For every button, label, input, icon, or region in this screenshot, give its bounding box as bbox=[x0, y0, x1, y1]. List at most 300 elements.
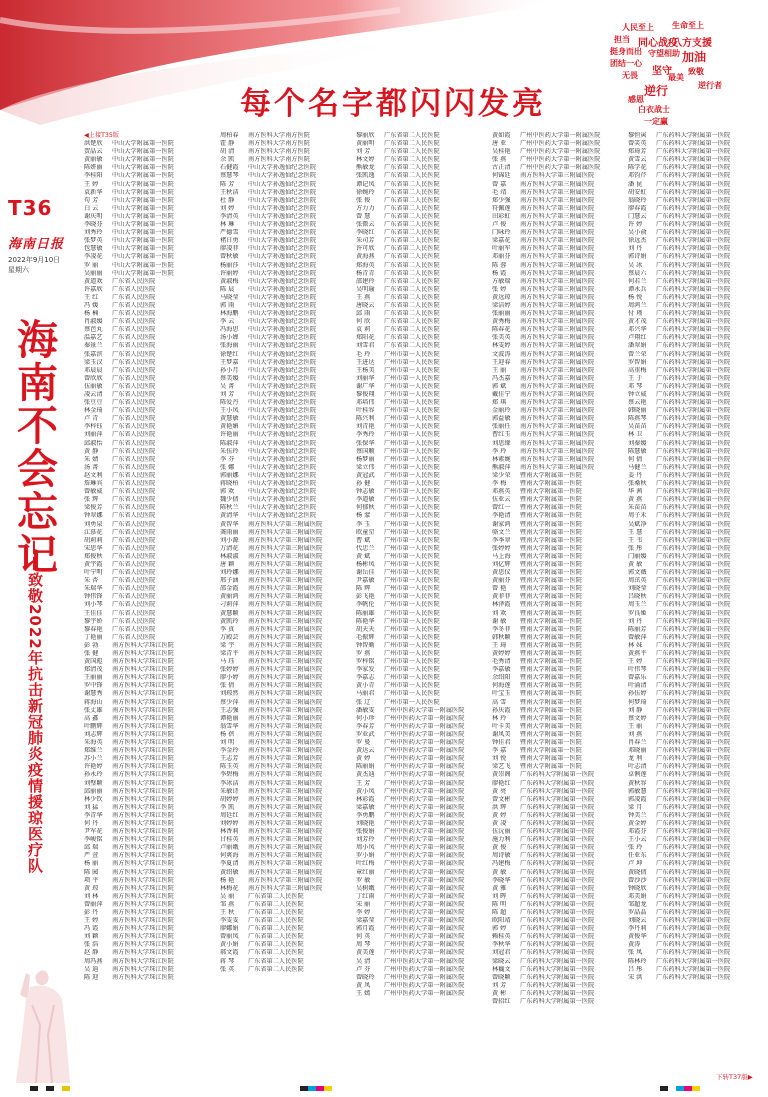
list-item bbox=[356, 529, 492, 537]
list-item bbox=[356, 974, 492, 982]
member-hospital: 南方医科大学珠江医院 bbox=[112, 949, 174, 957]
member-hospital: 广东药科大学附属第一医院 bbox=[656, 318, 731, 326]
list-item bbox=[220, 715, 356, 723]
member-hospital: 南方医科大学珠江医院 bbox=[112, 884, 174, 892]
member-name: 李凌花 bbox=[84, 253, 103, 261]
member-hospital: 中山大学孙逸仙纪念医院 bbox=[248, 310, 317, 318]
member-name: 邓晨晨 bbox=[84, 366, 103, 374]
list-item bbox=[628, 537, 764, 545]
member-hospital: 广东药科大学附属第一医院 bbox=[520, 803, 595, 811]
name-column bbox=[356, 132, 492, 998]
member-hospital: 中山大学孙逸仙纪念医院 bbox=[248, 342, 317, 350]
member-name: 邓霞芬 bbox=[628, 828, 647, 836]
member-name: 门慧云 bbox=[628, 212, 647, 220]
list-item bbox=[356, 585, 492, 593]
member-hospital: 广东省人民医院 bbox=[112, 285, 156, 293]
member-name: 黄道欢 bbox=[84, 277, 103, 285]
member-name: 钟翠娜 bbox=[84, 512, 103, 520]
member-name: 黄小青 bbox=[356, 682, 375, 690]
list-item bbox=[356, 189, 492, 197]
list-item bbox=[356, 221, 492, 229]
member-name: 方敏瑞 bbox=[492, 277, 511, 285]
list-item bbox=[492, 512, 628, 520]
member-name: 刘 丹 bbox=[628, 245, 643, 253]
cloud-word: 白衣战士 bbox=[638, 105, 670, 114]
list-item bbox=[492, 359, 628, 367]
list-item bbox=[492, 990, 628, 998]
member-hospital: 广东药科大学附属第一医院 bbox=[656, 520, 731, 528]
member-hospital: 广东药科大学附属第一医院 bbox=[520, 949, 595, 957]
member-hospital: 广东药科大学附属第一医院 bbox=[656, 868, 731, 876]
member-name: 汤小婵 bbox=[220, 334, 239, 342]
list-item bbox=[220, 448, 356, 456]
member-name: 詹琳宾 bbox=[84, 480, 103, 488]
list-item bbox=[492, 780, 628, 788]
member-hospital: 广东省人民医院 bbox=[112, 585, 156, 593]
member-hospital: 广州中医药大学第一附属医院 bbox=[384, 706, 465, 714]
member-hospital: 暨南大学附属第一医院 bbox=[520, 739, 582, 747]
member-name: 黄 俊 bbox=[492, 844, 507, 852]
member-name: 冯 霞 bbox=[84, 925, 99, 933]
list-item bbox=[628, 302, 764, 310]
member-hospital: 中山大学附属第一医院 bbox=[112, 237, 174, 245]
member-name: 孙 健 bbox=[356, 480, 371, 488]
list-item bbox=[220, 601, 356, 609]
member-hospital: 南方医科大学第三附属医院 bbox=[248, 803, 323, 811]
member-name: 曾敏威 bbox=[84, 488, 103, 496]
cloud-word: 同心战疫 bbox=[638, 38, 678, 49]
member-name: 李季翠 bbox=[492, 536, 511, 544]
list-item bbox=[492, 181, 628, 189]
list-item bbox=[356, 318, 492, 326]
list-item bbox=[356, 577, 492, 585]
member-name: 王 琦 bbox=[492, 641, 507, 649]
member-hospital: 中山大学附属第一医院 bbox=[112, 164, 174, 172]
member-name: 卢 芬 bbox=[356, 965, 371, 973]
member-name: 罗小娟 bbox=[356, 852, 375, 860]
list-item bbox=[492, 796, 628, 804]
member-name: 吕晓秋 bbox=[628, 593, 647, 601]
member-name: 李 婷 bbox=[356, 909, 371, 916]
list-item bbox=[492, 682, 628, 690]
member-hospital: 广东省人民医院 bbox=[112, 407, 156, 415]
member-hospital: 广东省第二人民医院 bbox=[384, 293, 440, 301]
list-item bbox=[492, 852, 628, 860]
member-hospital: 广东药科大学附属第一医院 bbox=[656, 585, 731, 593]
member-hospital: 广东省第二人民医院 bbox=[248, 933, 304, 941]
member-hospital: 广东药科大学附属第一医院 bbox=[656, 148, 731, 156]
member-hospital: 南方医科大学第三附属医院 bbox=[248, 706, 323, 714]
member-name: 张微云 bbox=[356, 221, 375, 229]
member-hospital: 广东省第二人民医院 bbox=[384, 326, 440, 334]
list-item bbox=[356, 156, 492, 164]
member-name: 郭凌霞 bbox=[628, 795, 647, 803]
list-item bbox=[220, 618, 356, 626]
list-item bbox=[84, 731, 220, 739]
member-name: 张 燕 bbox=[492, 156, 507, 164]
member-hospital: 广东药科大学附属第一医院 bbox=[656, 787, 731, 795]
member-name: 曾沙沙 bbox=[628, 876, 647, 884]
list-item bbox=[492, 925, 628, 933]
member-name: 黄 婷 bbox=[492, 811, 507, 819]
member-name: 刘 颖 bbox=[84, 933, 99, 941]
member-hospital: 南方医科大学第三附属医院 bbox=[248, 844, 323, 852]
list-item bbox=[492, 723, 628, 731]
list-item bbox=[628, 294, 764, 302]
member-name: 欧童星 bbox=[356, 528, 375, 536]
list-item bbox=[84, 286, 220, 294]
member-name: 赵 静 bbox=[84, 949, 99, 957]
member-hospital: 广东药科大学附属第一医院 bbox=[656, 269, 731, 277]
member-name: 周玉兰 bbox=[628, 601, 647, 609]
member-hospital: 广东药科大学附属第一医院 bbox=[656, 237, 731, 245]
member-hospital: 广东药科大学附属第一医院 bbox=[656, 196, 731, 204]
list-item bbox=[628, 529, 764, 537]
member-hospital: 南方医科大学第三附属医院 bbox=[520, 350, 595, 358]
list-item bbox=[628, 885, 764, 893]
list-item bbox=[492, 172, 628, 180]
list-item bbox=[220, 610, 356, 618]
list-item bbox=[356, 512, 492, 520]
member-hospital: 南方医科大学珠江医院 bbox=[112, 844, 174, 852]
list-item bbox=[628, 593, 764, 601]
list-item bbox=[628, 351, 764, 359]
member-hospital: 中山大学孙逸仙纪念医院 bbox=[248, 455, 317, 463]
list-item bbox=[220, 537, 356, 545]
member-hospital: 广东药科大学附属第一医院 bbox=[656, 763, 731, 771]
member-name: 叶志清 bbox=[628, 763, 647, 771]
member-hospital: 南方医科大学第三附属医院 bbox=[520, 301, 595, 309]
list-item bbox=[356, 723, 492, 731]
member-hospital: 广东药科大学附属第一医院 bbox=[656, 876, 731, 884]
member-name: 李 芬 bbox=[220, 455, 235, 463]
list-item bbox=[220, 334, 356, 342]
member-name: 李夏清 bbox=[220, 860, 239, 868]
list-item bbox=[356, 245, 492, 253]
member-name: 罗中锋 bbox=[84, 682, 103, 690]
member-hospital: 广东省第二人民医院 bbox=[384, 261, 440, 269]
member-hospital: 南方医科大学珠江医院 bbox=[112, 706, 174, 714]
member-hospital: 暨南大学附属第一医院 bbox=[520, 650, 582, 657]
list-item bbox=[356, 966, 492, 974]
list-item bbox=[84, 197, 220, 205]
list-item bbox=[84, 156, 220, 164]
list-item bbox=[628, 375, 764, 383]
list-item bbox=[628, 796, 764, 804]
list-item bbox=[84, 739, 220, 747]
member-hospital: 广东省第二人民医院 bbox=[384, 204, 440, 212]
member-hospital: 南方医科大学第三附属医院 bbox=[248, 722, 323, 730]
member-name: 吴 丽 bbox=[220, 892, 235, 900]
member-name: 李帆伦 bbox=[356, 601, 375, 609]
member-name: 朱苗苗 bbox=[628, 504, 647, 512]
list-item bbox=[84, 610, 220, 618]
member-hospital: 广东省第二人民医院 bbox=[384, 334, 440, 342]
member-hospital: 广东药科大学附属第一医院 bbox=[520, 795, 595, 803]
member-hospital: 广州中医药大学第一附属医院 bbox=[384, 957, 465, 965]
list-item bbox=[492, 601, 628, 609]
member-name: 郭月霞 bbox=[356, 925, 375, 933]
member-hospital: 广州中医药大学第一附属医院 bbox=[384, 722, 465, 730]
list-item bbox=[628, 666, 764, 674]
member-hospital: 广东药科大学附属第一医院 bbox=[656, 747, 731, 755]
member-hospital: 广东省第二人民医院 bbox=[248, 925, 304, 933]
list-item bbox=[356, 440, 492, 448]
member-hospital: 广州中医药大学第一附属医院 bbox=[384, 868, 465, 876]
list-item bbox=[628, 521, 764, 529]
member-hospital: 广东省人民医院 bbox=[112, 293, 156, 301]
list-item bbox=[84, 391, 220, 399]
member-hospital: 南方医科大学第三附属医院 bbox=[248, 690, 323, 698]
member-name: 罗良姬 bbox=[628, 609, 647, 617]
list-item bbox=[356, 893, 492, 901]
list-item bbox=[492, 747, 628, 755]
member-hospital: 南方医科大学珠江医院 bbox=[112, 828, 174, 836]
list-item bbox=[356, 431, 492, 439]
list-item bbox=[220, 302, 356, 310]
list-item bbox=[84, 893, 220, 901]
member-name: 黄晓倩 bbox=[628, 868, 647, 876]
list-item bbox=[628, 342, 764, 350]
member-name: 陈 芳 bbox=[220, 180, 235, 188]
member-hospital: 广州中医药大学第一附属医院 bbox=[384, 771, 465, 779]
member-hospital: 广州市第一人民医院 bbox=[384, 641, 440, 649]
member-name: 刘志辉 bbox=[84, 730, 103, 738]
list-item bbox=[84, 270, 220, 278]
list-item bbox=[492, 933, 628, 941]
list-item bbox=[492, 375, 628, 383]
list-item bbox=[84, 561, 220, 569]
member-hospital: 广东省人民医院 bbox=[112, 625, 156, 633]
list-item bbox=[628, 270, 764, 278]
list-item bbox=[84, 189, 220, 197]
member-hospital: 广州中医药大学第一附属医院 bbox=[384, 900, 465, 908]
member-name: 黄婷婷 bbox=[492, 650, 511, 657]
member-hospital: 中山大学孙逸仙纪念医院 bbox=[248, 382, 317, 390]
member-name: 唐 亚 bbox=[492, 140, 507, 148]
list-item bbox=[220, 561, 356, 569]
list-item bbox=[356, 933, 492, 941]
member-hospital: 南方医科大学第三附属医院 bbox=[248, 771, 323, 779]
member-hospital: 中山大学孙逸仙纪念医院 bbox=[248, 318, 317, 326]
member-name: 黄冠武 bbox=[356, 471, 375, 479]
list-item bbox=[84, 860, 220, 868]
list-item bbox=[628, 715, 764, 723]
list-item bbox=[84, 407, 220, 415]
member-name: 卓俐莲 bbox=[628, 771, 647, 779]
member-hospital: 广东药科大学附属第一医院 bbox=[656, 949, 731, 957]
member-hospital: 南方医科大学第三附属医院 bbox=[520, 269, 595, 277]
list-item bbox=[628, 197, 764, 205]
member-name: 刘 猛 bbox=[84, 803, 99, 811]
list-item bbox=[356, 885, 492, 893]
member-name: 毛振辉 bbox=[356, 633, 375, 641]
list-item bbox=[492, 464, 628, 472]
member-name: 陈丽芳 bbox=[628, 625, 647, 633]
member-name: 张 彤 bbox=[628, 544, 643, 552]
list-item bbox=[220, 763, 356, 771]
member-name: 邵建玲 bbox=[356, 277, 375, 285]
member-name: 黄艳媚 bbox=[220, 423, 239, 431]
member-name: 张 凤 bbox=[628, 949, 643, 957]
member-name: 田彩虹 bbox=[492, 212, 511, 220]
member-hospital: 广东药科大学附属第一医院 bbox=[656, 658, 731, 666]
member-hospital: 广州市第一人民医院 bbox=[384, 447, 440, 455]
member-name: 古正清 bbox=[492, 164, 511, 172]
member-name: 黄国彪 bbox=[84, 658, 103, 666]
list-item bbox=[628, 464, 764, 472]
list-item bbox=[84, 634, 220, 642]
member-name: 刘勇泉 bbox=[84, 520, 103, 528]
list-item bbox=[492, 496, 628, 504]
member-name: 周鸿兰 bbox=[628, 301, 647, 309]
member-hospital: 广东药科大学附属第一医院 bbox=[656, 415, 731, 423]
member-hospital: 广州中医药大学第一附属医院 bbox=[384, 860, 465, 868]
list-item bbox=[220, 278, 356, 286]
member-hospital: 南方医科大学珠江医院 bbox=[112, 819, 174, 827]
list-item bbox=[492, 537, 628, 545]
list-item bbox=[220, 682, 356, 690]
member-hospital: 南方医科大学珠江医院 bbox=[112, 892, 174, 900]
member-hospital: 广州市第一人民医院 bbox=[384, 666, 440, 674]
member-name: 刁莉萍 bbox=[220, 601, 239, 609]
list-item bbox=[220, 294, 356, 302]
member-name: 林泽霞 bbox=[492, 601, 511, 609]
member-name: 宋 洪 bbox=[628, 973, 643, 981]
member-name: 邓丽芬 bbox=[492, 253, 511, 261]
member-name: 梁晓云 bbox=[492, 957, 511, 965]
member-name: 何小珍 bbox=[356, 714, 375, 722]
member-hospital: 南方医科大学珠江医院 bbox=[112, 787, 174, 795]
member-name: 王小凤 bbox=[220, 407, 239, 415]
member-hospital: 广东药科大学附属第一医院 bbox=[656, 439, 731, 447]
member-name: 黄才茂 bbox=[628, 318, 647, 326]
list-item bbox=[84, 933, 220, 941]
member-hospital: 中山大学孙逸仙纪念医院 bbox=[248, 504, 317, 512]
list-item bbox=[628, 440, 764, 448]
page-code: T36 bbox=[8, 196, 53, 220]
member-hospital: 广东省人民医院 bbox=[112, 488, 156, 496]
list-item bbox=[492, 885, 628, 893]
member-hospital: 广东省人民医院 bbox=[112, 447, 156, 455]
member-hospital: 中山大学孙逸仙纪念医院 bbox=[248, 277, 317, 285]
list-item bbox=[356, 650, 492, 658]
list-item bbox=[220, 132, 356, 140]
list-item bbox=[356, 958, 492, 966]
member-name: 李梓钰 bbox=[84, 423, 103, 431]
member-hospital: 广东药科大学附属第一医院 bbox=[656, 852, 731, 860]
member-hospital: 南方医科大学珠江医院 bbox=[112, 690, 174, 698]
member-name: 朱 婧 bbox=[84, 455, 99, 463]
member-name: 毛秀清 bbox=[492, 658, 511, 666]
member-name: 罗智娟 bbox=[628, 358, 647, 366]
member-hospital: 中山大学附属第一医院 bbox=[112, 148, 174, 156]
member-name: 黄 婷 bbox=[356, 755, 371, 763]
member-name: 周廷红 bbox=[220, 811, 239, 819]
member-hospital: 广东省第二人民医院 bbox=[384, 132, 440, 139]
list-item bbox=[628, 650, 764, 658]
member-hospital: 广东药科大学附属第一医院 bbox=[656, 164, 731, 172]
member-name: 叶丽军 bbox=[492, 245, 511, 253]
member-name: 郑阳花 bbox=[356, 334, 375, 342]
member-hospital: 南方医科大学第三附属医院 bbox=[520, 439, 595, 447]
member-hospital: 广州市第一人民医院 bbox=[384, 504, 440, 512]
list-item bbox=[220, 699, 356, 707]
member-name: 刘秦媛 bbox=[628, 439, 647, 447]
member-name: 袁新华 bbox=[84, 188, 103, 196]
list-item bbox=[84, 205, 220, 213]
member-name: 谢 敏 bbox=[492, 617, 507, 625]
member-name: 黎恒寅 bbox=[628, 132, 647, 139]
list-item bbox=[492, 415, 628, 423]
continued-to-note: 下转T37版▶ bbox=[716, 1073, 753, 1081]
member-hospital: 暨南大学附属第一医院 bbox=[520, 730, 582, 738]
member-hospital: 广东省人民医院 bbox=[112, 471, 156, 479]
member-hospital: 南方医科大学南方医院 bbox=[248, 132, 310, 139]
member-hospital: 广州中医药大学第一附属医院 bbox=[384, 981, 465, 989]
member-hospital: 广州中医药大学第一附属医院 bbox=[384, 917, 465, 925]
member-name: 曾欣欣 bbox=[84, 374, 103, 382]
list-item bbox=[84, 448, 220, 456]
member-hospital: 南方医科大学第三附属医院 bbox=[248, 528, 323, 536]
member-hospital: 广州市第一人民医院 bbox=[384, 488, 440, 496]
member-hospital: 南方医科大学第三附属医院 bbox=[248, 552, 323, 560]
member-name: 李冰洁 bbox=[220, 779, 239, 787]
member-hospital: 广东省第二人民医院 bbox=[384, 172, 440, 180]
list-item bbox=[84, 747, 220, 755]
member-name: 刘 晖 bbox=[492, 892, 507, 900]
member-name: 黄菲菲 bbox=[492, 593, 511, 601]
member-hospital: 广东省第二人民医院 bbox=[248, 917, 304, 925]
member-hospital: 暨南大学附属第一医院 bbox=[520, 609, 582, 617]
list-item bbox=[220, 181, 356, 189]
member-name: 石健霞 bbox=[220, 164, 239, 172]
list-item bbox=[220, 529, 356, 537]
member-hospital: 南方医科大学珠江医院 bbox=[112, 803, 174, 811]
member-name: 钟立威 bbox=[628, 391, 647, 398]
member-hospital: 中山大学孙逸仙纪念医院 bbox=[248, 488, 317, 496]
member-hospital: 中山大学附属第一医院 bbox=[112, 180, 174, 188]
member-name: 张凯逸 bbox=[356, 172, 375, 180]
member-name: 黄智华 bbox=[220, 520, 239, 528]
member-hospital: 广东药科大学附属第一医院 bbox=[656, 293, 731, 301]
list-item bbox=[628, 172, 764, 180]
member-hospital: 广东省第二人民医院 bbox=[384, 148, 440, 156]
member-hospital: 广东省人民医院 bbox=[112, 326, 156, 334]
member-name: 李金玲 bbox=[220, 747, 239, 755]
member-hospital: 中山大学孙逸仙纪念医院 bbox=[248, 237, 317, 245]
member-hospital: 南方医科大学珠江医院 bbox=[112, 900, 174, 908]
member-hospital: 暨南大学附属第一医院 bbox=[520, 641, 582, 649]
list-item bbox=[220, 723, 356, 731]
member-hospital: 南方医科大学南方医院 bbox=[248, 148, 310, 156]
member-hospital: 广东药科大学附属第一医院 bbox=[656, 739, 731, 747]
member-name: 邓燕英 bbox=[492, 488, 511, 496]
list-item bbox=[356, 213, 492, 221]
member-hospital: 南方医科大学珠江医院 bbox=[112, 860, 174, 868]
member-name: 郑琦芳 bbox=[628, 148, 647, 156]
member-hospital: 广州中医药大学第一附属医院 bbox=[384, 925, 465, 933]
list-item bbox=[84, 229, 220, 237]
list-item bbox=[84, 440, 220, 448]
member-name: 刘思缘 bbox=[492, 439, 511, 447]
list-item bbox=[356, 569, 492, 577]
member-name: 廖娜娟 bbox=[220, 925, 239, 933]
member-hospital: 广东省人民医院 bbox=[112, 552, 156, 560]
member-name: 李 凯 bbox=[220, 803, 235, 811]
member-name: 胡安虹 bbox=[628, 188, 647, 196]
member-hospital: 广州市第一人民医院 bbox=[384, 698, 440, 706]
